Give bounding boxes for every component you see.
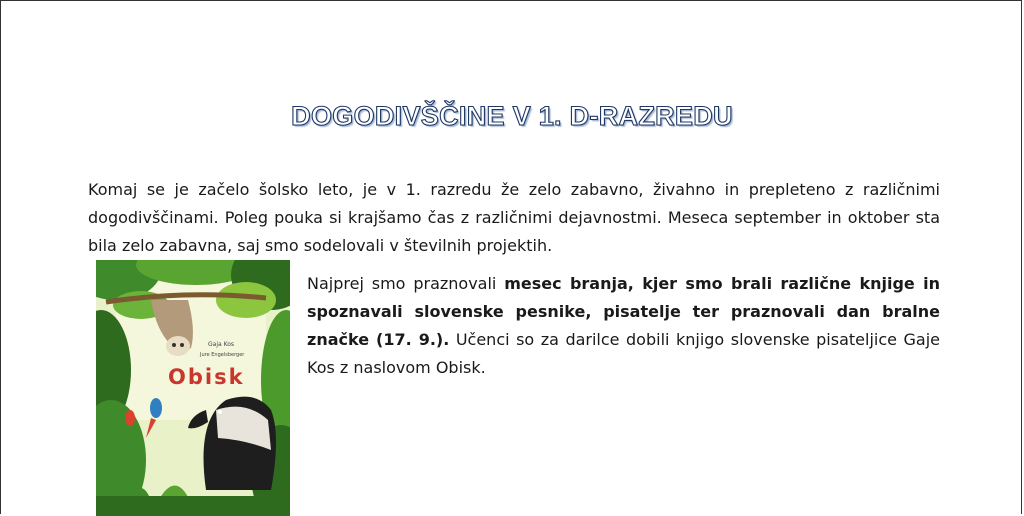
book-title: Obisk (168, 365, 245, 389)
paragraph-closing-text: Učenci so za darilce dobili knjigo slovenske pisateljice Gaje Kos z naslovom Obisk. (307, 330, 940, 377)
page-title: DOGODIVŠČINE V 1. D-RAZREDU (291, 101, 733, 131)
paragraph-intro-text: Najprej smo praznovali (307, 274, 505, 293)
intro-paragraph: Komaj se je začelo šolsko leto, je v 1. razredu že zelo zabavno, živahno in prepleteno z različnimi dogodivščinami. Poleg pouka si krajšamo čas z različnimi dejavnostmi. Meseca september in oktober sta bila zelo zabavna, saj smo sodelovali v številnih projektih. (88, 180, 940, 255)
paragraph-bold-text: mesec branja, kjer smo brali različne knjige in spoznavali slovenske pesnike, pisatelje ter praznovali dan bralne značke (17. 9.). (307, 274, 940, 349)
book-authors-line2: Jure Engelsberger (200, 352, 245, 358)
book-cover-image (96, 260, 290, 516)
book-authors-line1: Gaja Kos (208, 341, 235, 348)
month-of-reading-paragraph (307, 270, 940, 382)
